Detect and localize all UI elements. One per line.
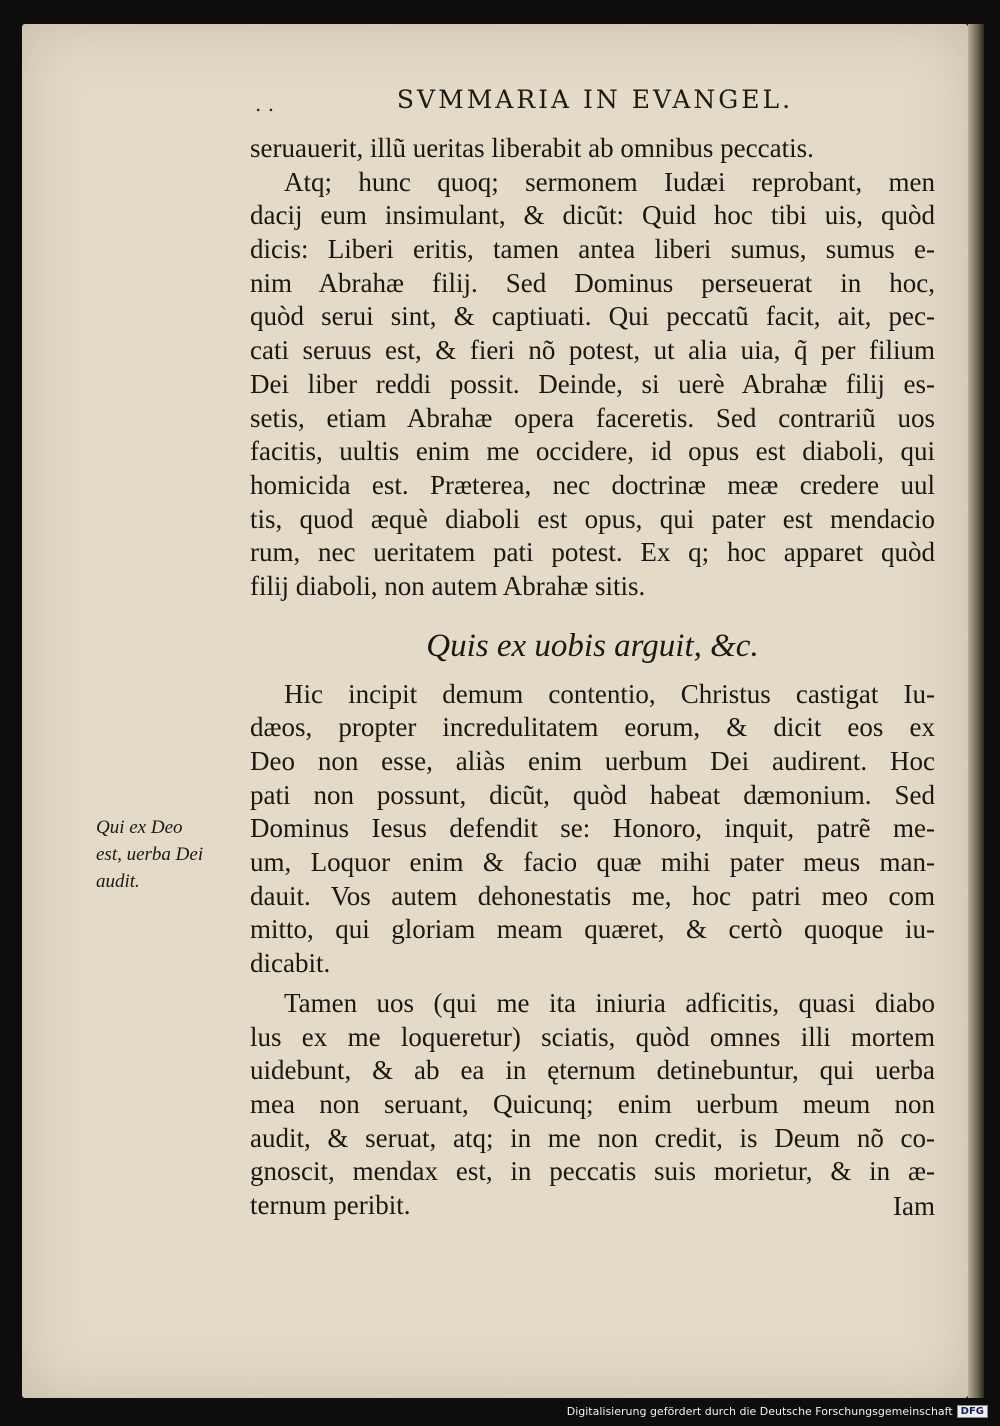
text-line: quòd serui sint, & captiuati. Qui peccatũ facit, ait, pec- xyxy=(250,301,935,332)
text-line: seruauerit, illũ ueritas liberabit ab omnibus peccatis. xyxy=(250,133,814,163)
text-line: dicis: Liberi eritis, tamen antea liberi sumus, sumus e- xyxy=(250,234,935,265)
text-line: dæos, propter incredulitatem eorum, & dicit eos ex xyxy=(250,712,935,743)
section-heading: Quis ex uobis arguit, &c. xyxy=(426,627,759,664)
catchword: Iam xyxy=(893,1190,935,1221)
text-line: dauit. Vos autem dehonestatis me, hoc patri meo com xyxy=(250,880,935,911)
text-line: gnoscit, mendax est, in peccatis suis morietur, & in æ- xyxy=(250,1156,935,1187)
text-line: cati seruus est, & fieri nõ potest, ut alia uia, q̃ per filium xyxy=(250,335,935,366)
text-line: audit, & seruat, atq; in me non credit, is Deum nõ co- xyxy=(250,1122,935,1153)
text-line: mea non seruant, Quicunq; enim uerbum meum non xyxy=(250,1088,935,1119)
text-line: Deo non esse, aliàs enim uerbum Dei audirent. Hoc xyxy=(250,746,935,776)
text-line: um, Loquor enim & facio quæ mihi pater meus man- xyxy=(250,847,935,878)
text-line: Dei liber reddi possit. Deinde, si uerè Abrahæ filij es- xyxy=(250,368,935,399)
text-line: nim Abrahæ filij. Sed Dominus perseuerat in hoc, xyxy=(250,267,935,298)
text-line: homicida est. Præterea, nec doctrinæ meæ credere uul xyxy=(250,469,935,500)
text-line: pati non possunt, dicũt, quòd habeat dæmonium. Sed xyxy=(250,779,935,810)
marginal-line: est, uerba Dei xyxy=(96,844,204,865)
footer-credit: Digitalisierung gefördert durch die Deutsche Forschungsgemeinschaft xyxy=(566,1405,953,1418)
marginal-line: Qui ex Deo xyxy=(96,817,183,838)
body-text xyxy=(250,132,935,1223)
text-line: Tamen uos (qui me ita iniuria adficitis, quasi diabo xyxy=(284,987,935,1018)
text-line: facitis, uultis enim me occidere, id opus est diaboli, qui xyxy=(250,436,935,467)
text-line: Dominus Iesus defendit se: Honoro, inquit, patrẽ me- xyxy=(250,813,935,844)
page-edge xyxy=(968,24,984,1398)
text-line: filij diaboli, non autem Abrahæ sitis. xyxy=(250,570,646,601)
paragraph-1 xyxy=(250,132,935,166)
paragraph-4 xyxy=(250,987,935,1223)
text-line: dacij eum insimulant, & dicũt: Quid hoc tibi uis, quòd xyxy=(250,200,935,231)
text-line: ternum peribit. xyxy=(250,1189,411,1220)
text-line: setis, etiam Abrahæ opera faceretis. Sed contrariũ uos xyxy=(250,402,935,433)
text-line: Atq; hunc quoq; sermonem Iudæi reprobant, men xyxy=(284,166,935,197)
text-line: Hic incipit demum contentio, Christus castigat Iu- xyxy=(284,678,935,709)
digitization-footer xyxy=(567,1405,988,1418)
text-line: rum, nec ueritatem pati potest. Ex q; hoc apparet quòd xyxy=(250,537,935,568)
running-title: SVMMARIA IN EVANGEL. xyxy=(396,85,794,114)
page-marks: . . xyxy=(255,92,275,116)
text-line: dicabit. xyxy=(250,948,331,979)
text-line: tis, quod æquè diaboli est opus, qui pater est mendacio xyxy=(250,503,935,534)
text-line: uidebunt, & ab ea in ęternum detinebuntur, qui uerba xyxy=(250,1055,935,1086)
text-line: mitto, qui gloriam meam quæret, & certò quoque iu- xyxy=(250,914,935,945)
paragraph-3 xyxy=(250,678,935,981)
text-line: lus ex me loqueretur) sciatis, quòd omnes illi mortem xyxy=(250,1021,935,1052)
paragraph-2 xyxy=(250,166,935,604)
dfg-logo-icon: DFG xyxy=(957,1405,988,1418)
marginal-note xyxy=(96,814,236,895)
marginal-line: audit. xyxy=(96,871,140,892)
